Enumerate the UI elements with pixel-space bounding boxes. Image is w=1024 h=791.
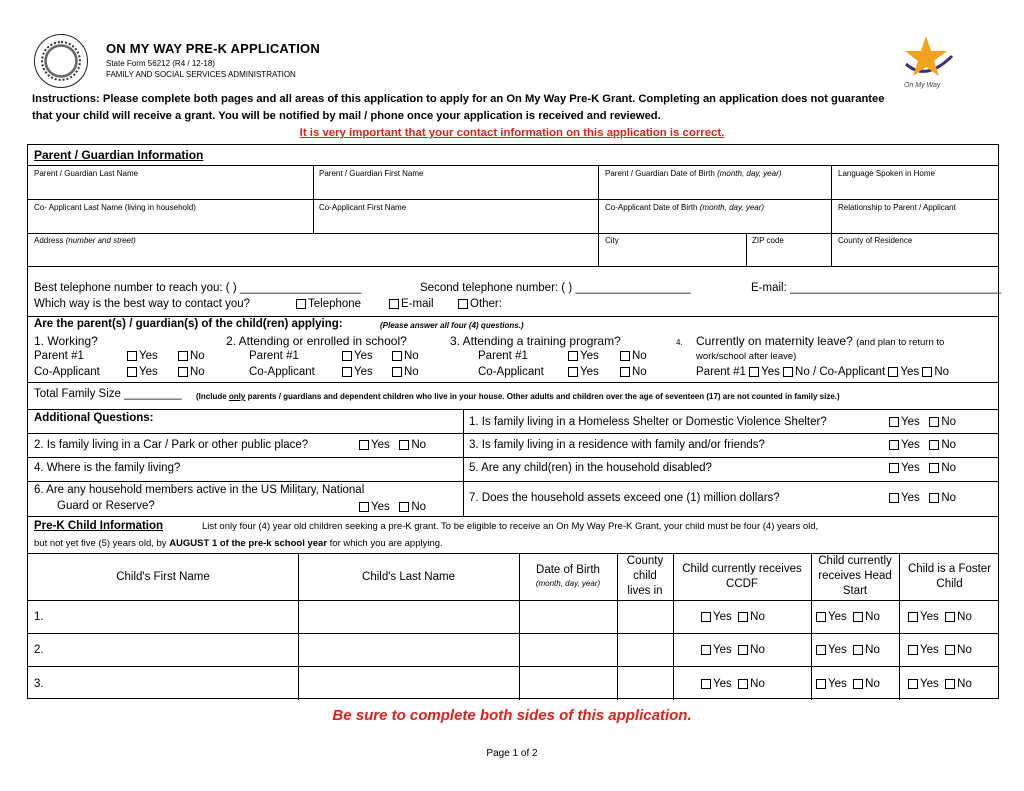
car-park-question: 2. Is family living in a Car / Park or other public place? bbox=[34, 439, 309, 451]
col-child-first-name: Child's First Name bbox=[116, 571, 210, 583]
applying-hint: (Please answer all four (4) questions.) bbox=[380, 321, 524, 330]
col-child-last-name: Child's Last Name bbox=[362, 571, 455, 583]
important-notice: It is very important that your contact information on this application is correct. bbox=[299, 127, 725, 139]
row3-ccdf-answers[interactable]: Yes No bbox=[701, 678, 765, 690]
logo-text: On My Way bbox=[904, 82, 941, 89]
child-section-desc1: List only four (4) year old children seeking a pre-K grant. To be eligible to receive an On My Way Pre-K Grant, your child must be four (4) years old, bbox=[202, 521, 819, 532]
form-number: State Form 56212 (R4 / 12-18) bbox=[106, 59, 215, 68]
form-title: ON MY WAY PRE-K APPLICATION bbox=[106, 41, 320, 56]
col-foster-2: Child bbox=[936, 578, 963, 590]
shelter-answers[interactable]: Yes No bbox=[889, 416, 956, 428]
school-co-yes[interactable]: Yes bbox=[342, 366, 373, 378]
checkbox-icon[interactable] bbox=[458, 299, 468, 309]
school-co-no[interactable]: No bbox=[392, 366, 419, 378]
address-field[interactable]: Address (number and street) bbox=[34, 236, 136, 245]
training-question: 3. Attending a training program? bbox=[450, 334, 621, 348]
military-answers[interactable]: Yes No bbox=[359, 501, 426, 513]
training-parent1-yes[interactable]: Yes bbox=[568, 350, 599, 362]
disabled-answers[interactable]: Yes No bbox=[889, 462, 956, 474]
co-applicant-last-name-field[interactable]: Co- Applicant Last Name (living in household) bbox=[34, 203, 196, 212]
guardian-first-name-field[interactable]: Parent / Guardian First Name bbox=[319, 169, 424, 178]
training-co-no[interactable]: No bbox=[620, 366, 647, 378]
contact-other-option[interactable]: Other: bbox=[458, 298, 502, 310]
maternity-number: 4. bbox=[676, 338, 683, 347]
co-applicant-dob-field[interactable]: Co-Applicant Date of Birth (month, day, year) bbox=[605, 203, 765, 212]
assets-question: 7. Does the household assets exceed one (1) million dollars? bbox=[469, 492, 780, 504]
city-field[interactable]: City bbox=[605, 236, 619, 245]
contact-email-option[interactable]: E-mail bbox=[389, 298, 434, 310]
training-parent1-label: Parent #1 bbox=[478, 350, 528, 362]
instructions-line1: Instructions: Please complete both pages and all areas of this application to apply for an On My Way Pre-K Grant. Completing an application does not guarantee bbox=[32, 93, 885, 105]
military-question: 6. Are any household members active in the US Military, National bbox=[34, 484, 365, 496]
school-co-label: Co-Applicant bbox=[249, 366, 315, 378]
child-section-desc2: but not yet five (5) years old, by AUGUST 1 of the pre-k school year for which you are applying. bbox=[34, 538, 443, 549]
assets-answers[interactable]: Yes No bbox=[889, 492, 956, 504]
guardian-section-title: Parent / Guardian Information bbox=[34, 148, 204, 162]
maternity-question-line2: work/school after leave) bbox=[696, 351, 797, 362]
row1-foster-answers[interactable]: Yes No bbox=[908, 611, 972, 623]
checkbox-icon[interactable] bbox=[389, 299, 399, 309]
school-parent1-label: Parent #1 bbox=[249, 350, 299, 362]
co-applicant-first-name-field[interactable]: Co-Applicant First Name bbox=[319, 203, 407, 212]
contact-telephone-option[interactable]: Telephone bbox=[296, 298, 361, 310]
footer-warning: Be sure to complete both sides of this application. bbox=[332, 707, 692, 724]
county-field[interactable]: County of Residence bbox=[838, 236, 913, 245]
school-parent1-yes[interactable]: Yes bbox=[342, 350, 373, 362]
working-co-yes[interactable]: Yes bbox=[127, 366, 158, 378]
zip-field[interactable]: ZIP code bbox=[752, 236, 784, 245]
working-parent1-label: Parent #1 bbox=[34, 350, 84, 362]
training-co-yes[interactable]: Yes bbox=[568, 366, 599, 378]
applying-question: Are the parent(s) / guardian(s) of the child(ren) applying: bbox=[34, 318, 343, 330]
military-question-line2: Guard or Reserve? bbox=[57, 500, 155, 512]
row3-foster-answers[interactable]: Yes No bbox=[908, 678, 972, 690]
additional-questions-title: Additional Questions: bbox=[34, 412, 154, 424]
state-seal bbox=[34, 34, 88, 88]
working-co-label: Co-Applicant bbox=[34, 366, 100, 378]
col-headstart-3: Start bbox=[842, 585, 868, 597]
child-row-1-number: 1. bbox=[34, 611, 44, 623]
best-phone-field[interactable]: Best telephone number to reach you: ( ) ___________________ bbox=[34, 282, 362, 294]
col-county-3: lives in bbox=[627, 585, 663, 597]
family-size-note: (Include only parents / guardians and dependent children who live in your house. Other adults and children over the age of seventeen (17) are not counted in family size.) bbox=[196, 392, 840, 401]
col-headstart-1: Child currently bbox=[818, 555, 892, 567]
school-parent1-no[interactable]: No bbox=[392, 350, 419, 362]
working-parent1-no[interactable]: No bbox=[178, 350, 205, 362]
row2-ccdf-answers[interactable]: Yes No bbox=[701, 644, 765, 656]
email-field[interactable]: E-mail: _________________________________ bbox=[751, 282, 1002, 294]
family-size-field[interactable]: Total Family Size _________ bbox=[34, 388, 182, 400]
row3-headstart-answers[interactable]: Yes No bbox=[816, 678, 880, 690]
col-county-2: child bbox=[633, 570, 657, 582]
col-county-1: County bbox=[626, 555, 664, 567]
col-ccdf-2: CCDF bbox=[726, 578, 758, 590]
training-parent1-no[interactable]: No bbox=[620, 350, 647, 362]
working-question: 1. Working? bbox=[34, 334, 98, 348]
col-dob: Date of Birth bbox=[536, 564, 600, 576]
school-question: 2. Attending or enrolled in school? bbox=[226, 334, 407, 348]
residence-answers[interactable]: Yes No bbox=[889, 439, 956, 451]
col-dob-hint: (month, day, year) bbox=[535, 579, 601, 588]
page-number: Page 1 of 2 bbox=[486, 748, 538, 759]
agency-name: FAMILY AND SOCIAL SERVICES ADMINISTRATION bbox=[106, 70, 296, 79]
guardian-dob-field[interactable]: Parent / Guardian Date of Birth (month, day, year) bbox=[605, 169, 782, 178]
child-section-title: Pre-K Child Information bbox=[34, 520, 164, 532]
contact-method-question: Which way is the best way to contact you? bbox=[34, 298, 251, 310]
language-field[interactable]: Language Spoken in Home bbox=[838, 169, 935, 178]
row2-headstart-answers[interactable]: Yes No bbox=[816, 644, 880, 656]
disabled-question: 5. Are any child(ren) in the household disabled? bbox=[469, 462, 712, 474]
row1-ccdf-answers[interactable]: Yes No bbox=[701, 611, 765, 623]
col-foster-1: Child is a Foster bbox=[907, 563, 992, 575]
guardian-last-name-field[interactable]: Parent / Guardian Last Name bbox=[34, 169, 139, 178]
col-ccdf-1: Child currently receives bbox=[682, 563, 802, 575]
residence-question: 3. Is family living in a residence with family and/or friends? bbox=[469, 439, 765, 451]
child-row-2-number: 2. bbox=[34, 644, 44, 656]
checkbox-icon[interactable] bbox=[296, 299, 306, 309]
row2-foster-answers[interactable]: Yes No bbox=[908, 644, 972, 656]
training-co-label: Co-Applicant bbox=[478, 366, 544, 378]
child-row-3-number: 3. bbox=[34, 678, 44, 690]
maternity-answers[interactable]: Parent #1 Yes No / Co-Applicant Yes No bbox=[696, 366, 950, 378]
instructions-line2: that your child will receive a grant. You will be notified by mail / phone once your application is received and reviewed. bbox=[32, 110, 661, 122]
shelter-question: 1. Is family living in a Homeless Shelter or Domestic Violence Shelter? bbox=[469, 416, 827, 428]
col-headstart-2: receives Head bbox=[818, 570, 892, 582]
working-co-no[interactable]: No bbox=[178, 366, 205, 378]
maternity-question: Currently on maternity leave? (and plan to return to bbox=[696, 334, 945, 348]
working-parent1-yes[interactable]: Yes bbox=[127, 350, 158, 362]
row1-headstart-answers[interactable]: Yes No bbox=[816, 611, 880, 623]
second-phone-field[interactable]: Second telephone number: ( ) __________________ bbox=[420, 282, 691, 294]
where-living-question[interactable]: 4. Where is the family living? bbox=[34, 462, 181, 474]
relationship-field[interactable]: Relationship to Parent / Applicant bbox=[838, 203, 956, 212]
car-park-answers[interactable]: Yes No bbox=[359, 439, 426, 451]
application-form bbox=[27, 144, 1002, 699]
